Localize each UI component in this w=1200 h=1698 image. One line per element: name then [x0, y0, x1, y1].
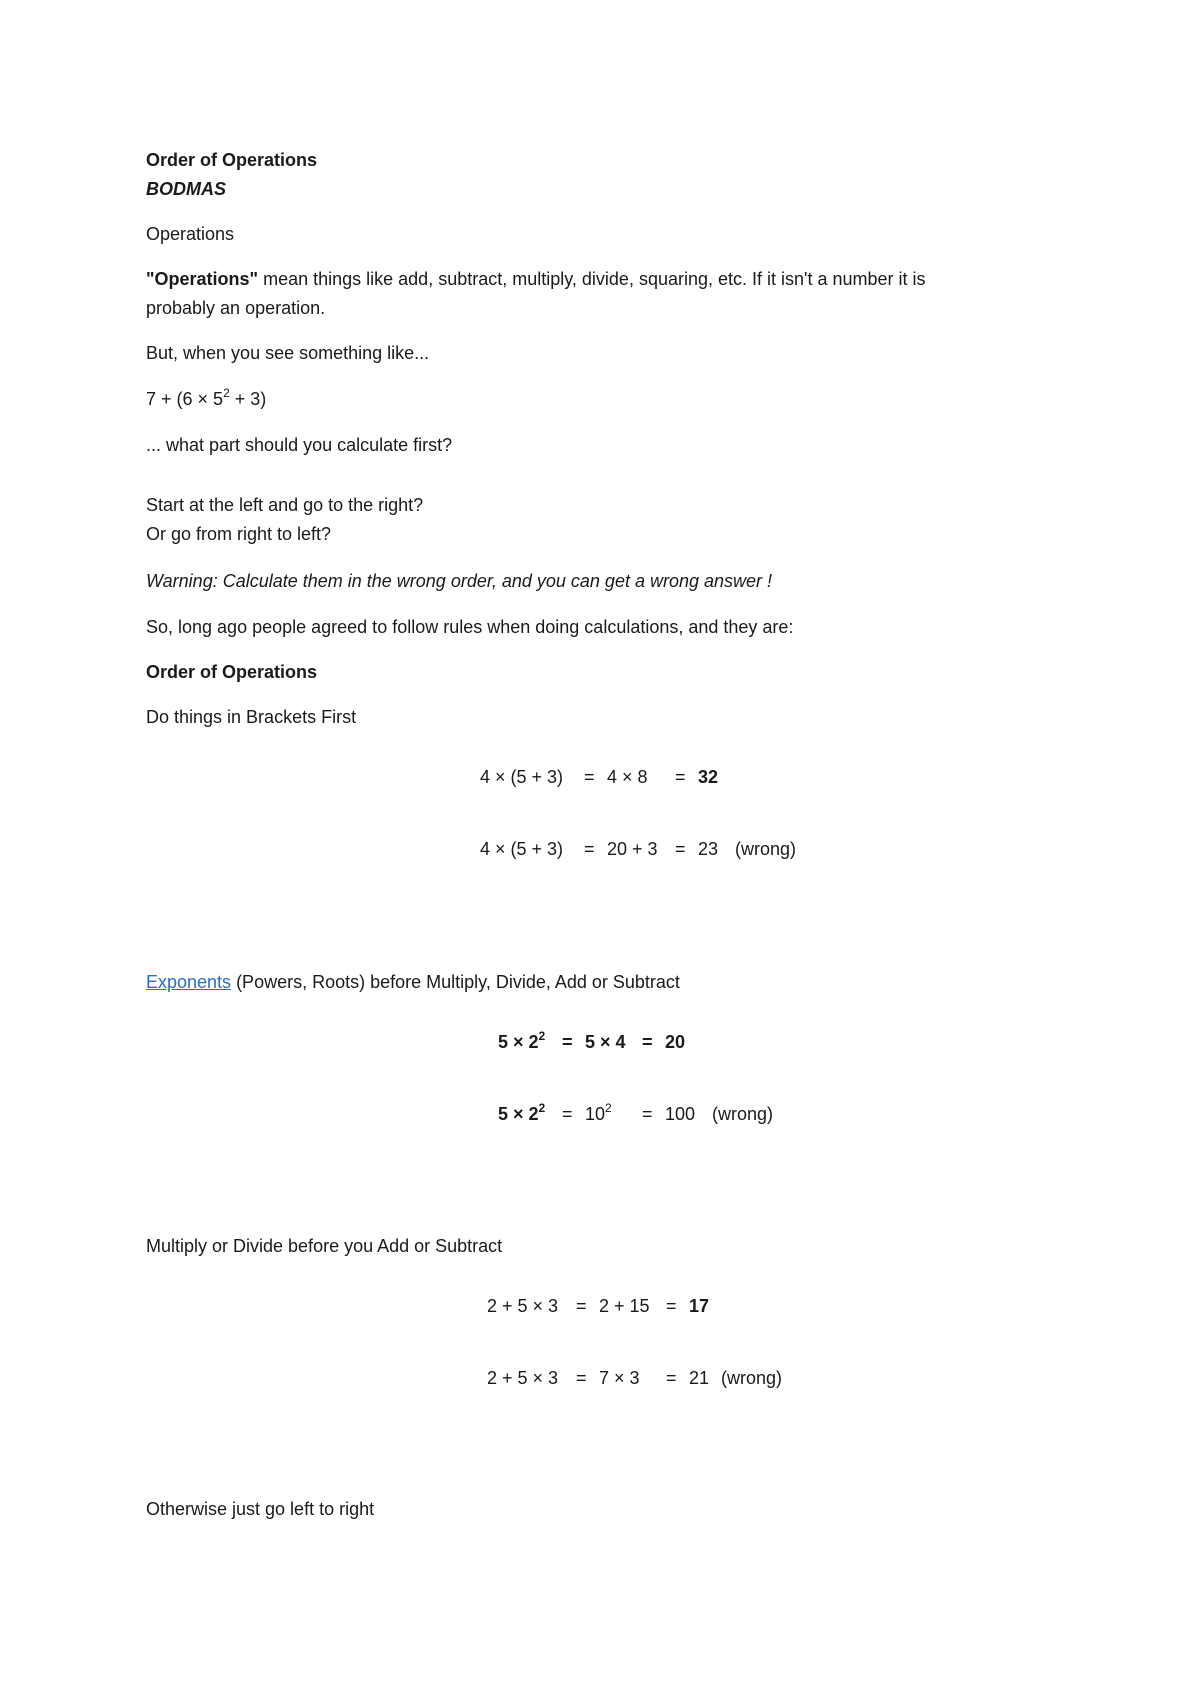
intro-text: mean things like add, subtract, multiply, divide, squaring, etc. If it isn't a number it is [258, 269, 926, 289]
direction-left-right: Start at the left and go to the right? [146, 495, 424, 515]
rule-exponents-label: Exponents (Powers, Roots) before Multiply, Divide, Add or Subtract [146, 972, 680, 992]
intro-line-2: probably an operation. [146, 298, 326, 318]
question-lead: But, when you see something like... [146, 343, 430, 363]
rules-heading: Order of Operations [146, 662, 318, 682]
page-subtitle: BODMAS [146, 179, 226, 199]
rule-left-right: Otherwise just go left to right [146, 1499, 375, 1519]
rule-brackets-label: Do things in Brackets First [146, 707, 357, 727]
agreement-text: So, long ago people agreed to follow rules when doing calculations, and they are: [146, 617, 794, 637]
direction-right-left: Or go from right to left? [146, 524, 332, 544]
document-page: Order of Operations BODMAS Operations "Operations" mean things like add, subtract, multiply, divide, squaring, etc. If it isn't a number it is probably an operation. But, when you see something like... $7 + (6 \times 5^2 + 3)$ ... what part should you calculate first? Start at the left and go to the right? Or go from right to left? Warning: Calculate them in the wrong order, and you can get a wrong answer ! So, long ago people agreed to follow rules when doing calculations, and they are: Order of Operations Do things in Brackets First 4 × (5 + 3) = 4 × 8 = 32 4 × (5 + 3) = 20 + 3 = 23 (wrong) Exponents (Powers, Roots) before Multiply, Divide, Add or Subtract $5 \times 2^2$ = 5 × 4 = 20 $5 \times 2^2$ = $10^2$ = 100 (wrong) Multiply or Divide before you Add or Subtract 2 + 5 × 3 = 2 + 15 = 17 2 + 5 × 3 = 7 × 3 = 21 (wrong) Otherwise just go left to right [0, 0, 1200, 1698]
warning-text: Warning: Calculate them in the wrong order, and you can get a wrong answer ! [146, 571, 773, 591]
rule-multiply-label: Multiply or Divide before you Add or Subtract [146, 1236, 503, 1256]
section-heading: Operations [146, 224, 235, 244]
example-expression: $7 + (6 \times 5^2 + 3)$ [146, 386, 267, 409]
exponents-link[interactable]: Exponents [146, 972, 232, 992]
page-title: Order of Operations [146, 150, 318, 170]
intro-line-1 [146, 265, 926, 294]
intro-term: "Operations" [146, 269, 259, 289]
question-text: ... what part should you calculate first? [146, 435, 453, 455]
